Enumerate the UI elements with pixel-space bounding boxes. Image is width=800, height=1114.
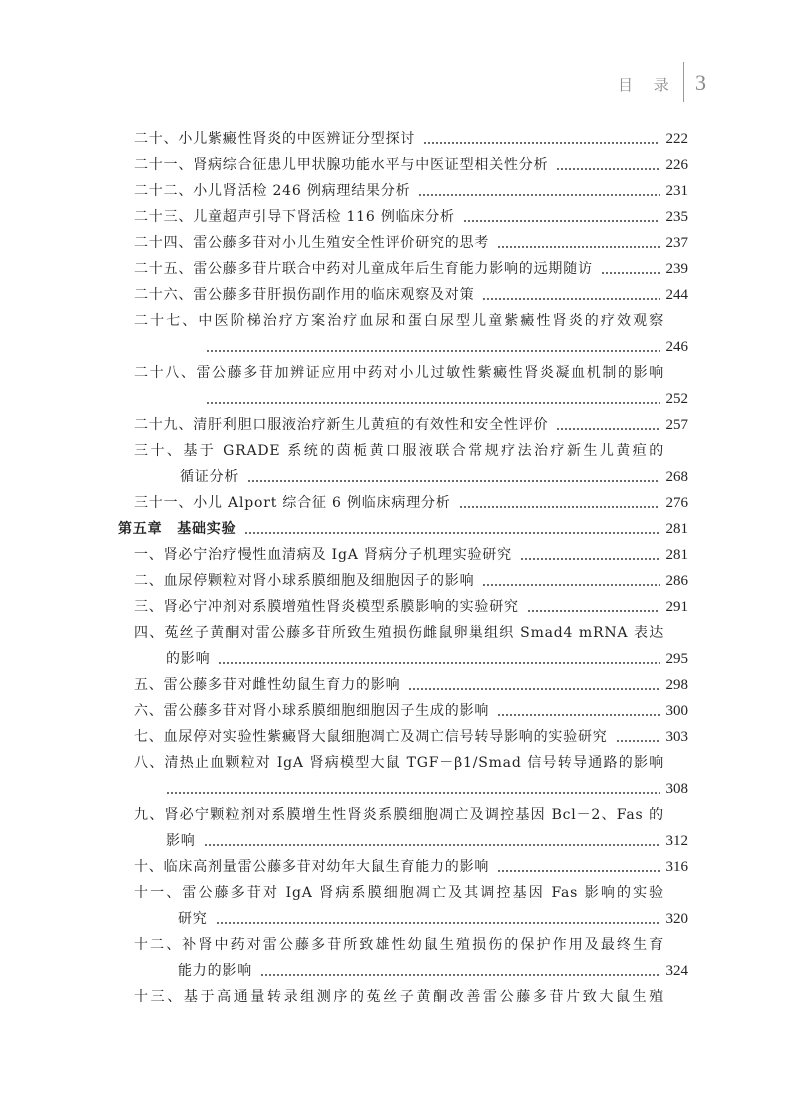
toc-entry[interactable] — [0, 594, 800, 620]
entry-page-number: 244 — [665, 287, 688, 303]
entry-title: 六、雷公藤多苷对肾小球系膜细胞细胞因子生成的影响 — [134, 703, 490, 719]
toc-entry[interactable] — [0, 256, 800, 282]
entry-title: 二十、小儿紫癜性肾炎的中医辨证分型探讨 — [134, 131, 416, 147]
entry-title: 四、菟丝子黄酮对雷公藤多苷所致生殖损伤雌鼠卵巢组织 Smad4 mRNA 表达 — [134, 625, 664, 641]
dot-leader — [218, 646, 659, 672]
entry-title: 二十六、雷公藤多苷肝损伤副作用的临床观察及对策 — [134, 287, 475, 303]
toc-entry[interactable] — [0, 360, 800, 386]
entry-page-number: 300 — [665, 703, 688, 719]
toc-entry-continuation[interactable] — [0, 386, 800, 412]
entry-page-number: 231 — [665, 183, 688, 199]
dot-leader — [601, 256, 660, 282]
entry-page-number: 303 — [665, 729, 688, 745]
entry-title: 第五章 基础实验 — [118, 521, 237, 537]
entry-page-number: 235 — [665, 209, 688, 225]
toc-entry[interactable] — [0, 802, 800, 828]
entry-title: 二十七、中医阶梯治疗方案治疗血尿和蛋白尿型儿童紫癜性肾炎的疗效观察 — [134, 313, 664, 329]
dot-leader — [556, 152, 659, 178]
dot-leader — [463, 204, 660, 230]
entry-title-continuation: 影响 — [166, 833, 196, 849]
dot-leader — [166, 776, 660, 802]
entry-page-number: 252 — [665, 391, 688, 407]
entry-page-number: 257 — [665, 417, 688, 433]
dot-leader — [482, 282, 659, 308]
dot-leader — [206, 386, 660, 412]
entry-title: 二十九、清肝利胆口服液治疗新生儿黄疸的有效性和安全性评价 — [134, 417, 549, 433]
entry-title-continuation: 能力的影响 — [178, 963, 252, 979]
entry-title: 十一、雷公藤多苷对 IgA 肾病系膜细胞凋亡及其调控基因 Fas 影响的实验 — [134, 885, 664, 901]
entry-title: 二十八、雷公藤多苷加辨证应用中药对小儿过敏性紫癜性肾炎凝血机制的影响 — [134, 365, 664, 381]
dot-leader — [216, 906, 660, 932]
toc-entry[interactable] — [0, 750, 800, 776]
dot-leader — [206, 334, 660, 360]
dot-leader — [497, 698, 659, 724]
dot-leader — [408, 672, 659, 698]
entry-title: 三、肾必宁冲剂对系膜增殖性肾炎模型系膜影响的实验研究 — [134, 599, 519, 615]
entry-page-number: 324 — [665, 963, 688, 979]
toc-entry[interactable] — [0, 490, 800, 516]
dot-leader — [244, 516, 659, 542]
toc-entry[interactable] — [0, 672, 800, 698]
toc-entry[interactable] — [0, 880, 800, 906]
entry-title-continuation: 循证分析 — [180, 469, 240, 485]
entry-page-number: 281 — [665, 521, 688, 537]
toc-entry[interactable] — [0, 438, 800, 464]
toc-entry[interactable] — [0, 854, 800, 880]
dot-leader — [497, 230, 659, 256]
entry-title: 二十一、肾病综合征患儿甲状腺功能水平与中医证型相关性分析 — [134, 157, 549, 173]
toc-entry[interactable] — [0, 178, 800, 204]
toc-entry[interactable] — [0, 724, 800, 750]
dot-leader — [260, 958, 660, 984]
dot-leader — [482, 568, 659, 594]
entry-page-number: 246 — [665, 339, 688, 355]
toc-entry[interactable] — [0, 620, 800, 646]
page-number: 3 — [695, 70, 706, 95]
toc-entry-continuation[interactable] — [0, 334, 800, 360]
toc-entry[interactable] — [0, 932, 800, 958]
running-header-section: 目 录 — [618, 76, 677, 94]
dot-leader — [204, 828, 660, 854]
entry-title: 二、血尿停颗粒对肾小球系膜细胞及细胞因子的影响 — [134, 573, 475, 589]
entry-title: 三十、基于 GRADE 系统的茵栀黄口服液联合常规疗法治疗新生儿黄疸的 — [134, 443, 664, 459]
entry-title: 三十一、小儿 Alport 综合征 6 例临床病理分析 — [134, 495, 451, 511]
toc-entry[interactable] — [0, 282, 800, 308]
toc-entry[interactable] — [0, 542, 800, 568]
dot-leader — [520, 542, 660, 568]
header-divider — [683, 62, 684, 102]
dot-leader — [556, 412, 659, 438]
toc-entry-continuation[interactable] — [0, 828, 800, 854]
toc-entry[interactable] — [0, 152, 800, 178]
entry-title: 二十三、儿童超声引导下肾活检 116 例临床分析 — [134, 209, 455, 225]
toc-entry[interactable] — [0, 230, 800, 256]
dot-leader — [497, 854, 659, 880]
entry-title: 一、肾必宁治疗慢性血清病及 IgA 肾病分子机理实验研究 — [134, 547, 512, 563]
entry-page-number: 276 — [665, 495, 688, 511]
entry-title: 九、肾必宁颗粒剂对系膜增生性肾炎系膜细胞凋亡及调控基因 Bcl－2、Fas 的 — [134, 807, 664, 823]
entry-title: 十二、补肾中药对雷公藤多苷所致雄性幼鼠生殖损伤的保护作用及最终生育 — [134, 937, 664, 953]
entry-page-number: 286 — [665, 573, 688, 589]
entry-title: 二十五、雷公藤多苷片联合中药对儿童成年后生育能力影响的远期随访 — [134, 261, 593, 277]
dot-leader — [459, 490, 660, 516]
dot-leader — [423, 126, 659, 152]
entry-title: 五、雷公藤多苷对雌性幼鼠生育力的影响 — [134, 677, 401, 693]
toc-entry[interactable] — [0, 568, 800, 594]
entry-page-number: 281 — [665, 547, 688, 563]
entry-page-number: 308 — [665, 781, 688, 797]
toc-entry[interactable] — [0, 698, 800, 724]
entry-page-number: 298 — [665, 677, 688, 693]
entry-title-continuation: 的影响 — [166, 651, 211, 667]
toc-entry[interactable] — [0, 204, 800, 230]
toc-entry-continuation[interactable] — [0, 646, 800, 672]
chapter-heading[interactable] — [0, 516, 800, 542]
entry-title: 八、清热止血颗粒对 IgA 肾病模型大鼠 TGF－β1/Smad 信号转导通路的影响 — [134, 755, 664, 771]
entry-page-number: 237 — [665, 235, 688, 251]
entry-page-number: 226 — [665, 157, 688, 173]
entry-page-number: 268 — [665, 469, 688, 485]
toc-entry-continuation[interactable] — [0, 906, 800, 932]
entry-page-number: 320 — [665, 911, 688, 927]
toc-entry[interactable] — [0, 412, 800, 438]
toc-entry[interactable] — [0, 984, 800, 1010]
entry-page-number: 222 — [665, 131, 688, 147]
dot-leader — [418, 178, 659, 204]
dot-leader — [247, 464, 659, 490]
entry-title: 二十二、小儿肾活检 246 例病理结果分析 — [134, 183, 411, 199]
entry-title: 十、临床高剂量雷公藤多苷对幼年大鼠生育能力的影响 — [134, 859, 490, 875]
entry-page-number: 291 — [665, 599, 688, 615]
table-of-contents — [0, 126, 800, 1010]
toc-entry-continuation[interactable] — [0, 958, 800, 984]
dot-leader — [616, 724, 660, 750]
entry-page-number: 312 — [665, 833, 688, 849]
toc-entry[interactable] — [0, 126, 800, 152]
toc-entry[interactable] — [0, 308, 800, 334]
toc-entry-continuation[interactable] — [0, 464, 800, 490]
dot-leader — [527, 594, 660, 620]
entry-page-number: 295 — [665, 651, 688, 667]
entry-page-number: 316 — [665, 859, 688, 875]
entry-title: 七、血尿停对实验性紫癜肾大鼠细胞凋亡及凋亡信号转导影响的实验研究 — [134, 729, 608, 745]
toc-entry-continuation[interactable] — [0, 776, 800, 802]
entry-title: 二十四、雷公藤多苷对小儿生殖安全性评价研究的思考 — [134, 235, 490, 251]
entry-page-number: 239 — [665, 261, 688, 277]
entry-title-continuation: 研究 — [178, 911, 208, 927]
entry-title: 十三、基于高通量转录组测序的菟丝子黄酮改善雷公藤多苷片致大鼠生殖 — [134, 989, 664, 1005]
